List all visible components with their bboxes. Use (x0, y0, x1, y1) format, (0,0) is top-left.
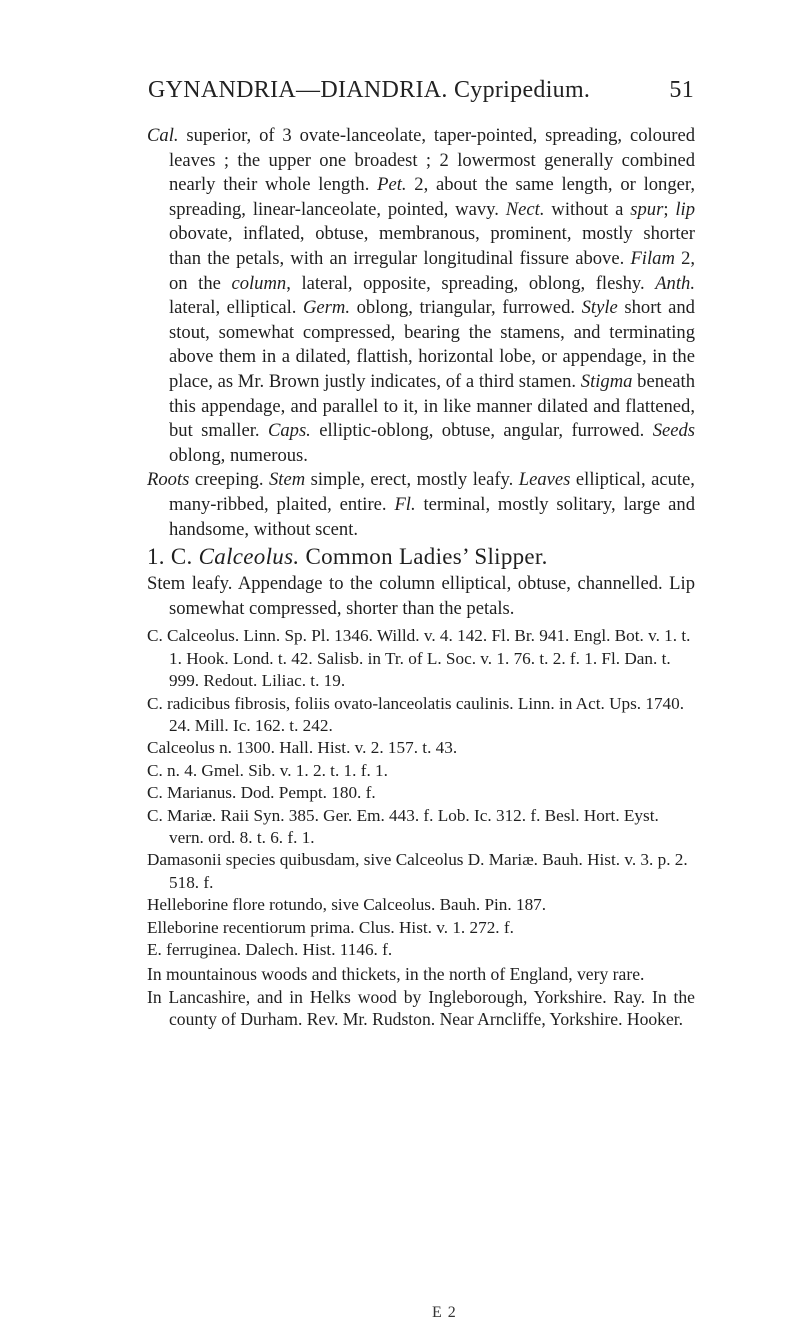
text-stigma: beneath this appendage, and parallel to it, in like manner dilated and flattened, but smaller. (169, 370, 695, 442)
term-roots: Roots (147, 469, 190, 491)
reference-entry: Calceolus n. 1300. Hall. Hist. v. 2. 157. t. 43. (147, 738, 458, 758)
genus-description (147, 124, 695, 468)
reference-entry: C. Calceolus. Linn. Sp. Pl. 1346. Willd. v. 4. 142. Fl. Br. 941. Engl. Bot. v. 1. t. 1. Hook. Lond. t. 42. Salisb. in Tr. of L. Soc. v. 1. 76. t. 2. f. 1. Fl. Dan. t. 999. Redout. Liliac. t. 19. (147, 626, 691, 691)
term-pet: Pet. (377, 174, 407, 196)
term-column: column (231, 272, 287, 294)
text-caps: elliptic-oblong, obtuse, angular, furrowed. (319, 420, 645, 442)
page-number: 51 (669, 77, 694, 103)
habitat-entry: In Lancashire, and in Helks wood by Ingleborough, Yorkshire. Ray. In the county of Durham. Rev. Mr. Rudston. Near Arncliffe, Yorkshire. Hooker. (147, 986, 695, 1030)
term-stigma: Stigma (580, 370, 633, 392)
reference-entry: C. Mariæ. Raii Syn. 385. Ger. Em. 443. f. Lob. Ic. 312. f. Besl. Hort. Eyst. vern. ord. 8. t. 6. f. 1. (147, 805, 659, 847)
species-diagnosis: Stem leafy. Appendage to the column elliptical, obtuse, channelled. Lip somewhat compressed, shorter than the petals. (147, 573, 695, 619)
running-title: GYNANDRIA—DIANDRIA. Cypripedium. (148, 77, 591, 103)
text-anth: lateral, elliptical. (169, 297, 297, 319)
text-nect-1: without a (551, 198, 624, 220)
term-leaves: Leaves (518, 469, 571, 491)
text-nect-3: obovate, inflated, obtuse, membranous, prominent, mostly shorter than the petals, with an irregular longitudinal fissure above. (169, 223, 695, 269)
reference-entry: Helleborine flore rotundo, sive Calceolus. Bauh. Pin. 187. (147, 895, 547, 915)
species-common-name: Common Ladies’ Slipper. (305, 544, 548, 570)
page-body (147, 124, 695, 1031)
reference-entry: C. radicibus fibrosis, foliis ovato-lanceolatis caulinis. Linn. in Act. Ups. 1740. 24. Mill. Ic. 162. t. 242. (147, 693, 685, 735)
running-header (148, 77, 694, 104)
text-leaves: elliptical, acute, many-ribbed, plaited, entire. (169, 469, 695, 515)
text-nect-2: ; (663, 198, 669, 220)
habitat-entry: In mountainous woods and thickets, in the north of England, very rare. (147, 964, 645, 985)
text-roots: creeping. (194, 469, 264, 491)
text-fl: terminal, mostly solitary, large and handsome, without scent. (169, 493, 695, 540)
term-style: Style (581, 297, 618, 319)
term-caps: Caps. (267, 420, 311, 442)
species-number: 1. C. (147, 544, 193, 570)
text-filam-1: 2, on the (169, 247, 696, 294)
reference-entry: E. ferruginea. Dalech. Hist. 1146. f. (147, 939, 393, 959)
habit-description (147, 468, 695, 542)
term-stem: Stem (268, 469, 306, 491)
text-seeds: oblong, numerous. (169, 444, 308, 466)
reference-entry: Elleborine recentiorum prima. Clus. Hist. v. 1. 272. f. (147, 917, 514, 937)
term-spur: spur (630, 198, 664, 220)
term-fl: Fl. (394, 493, 416, 515)
text-stem: simple, erect, mostly leafy. (310, 469, 514, 491)
term-germ: Germ. (302, 297, 350, 319)
term-nect: Nect. (505, 198, 545, 220)
text-pet: 2, about the same length, or longer, spreading, linear-lanceolate, pointed, wavy. (169, 174, 695, 220)
text-style: short and stout, somewhat compressed, bearing the stamens, and terminating above them in a dilated, flattish, horizontal lobe, or appendage, in the place, as Mr. Brown justly indicates, of a third stamen. (169, 297, 695, 392)
reference-entry: Damasonii species quibusdam, sive Calceolus D. Mariæ. Bauh. Hist. v. 3. p. 2. 518. f. (147, 850, 688, 892)
habitat-notes (147, 963, 695, 1030)
species-name: Calceolus. (198, 544, 300, 570)
term-filam: Filam (630, 247, 675, 269)
species-heading (147, 542, 695, 572)
term-lip: lip (675, 198, 696, 220)
text-cal: superior, of 3 ovate-lanceolate, taper-pointed, spreading, coloured leaves ; the upper one broadest ; 2 lowermost generally combined nearly their whole length. (169, 125, 695, 196)
references-list (147, 625, 695, 961)
reference-entry: C. n. 4. Gmel. Sib. v. 1. 2. t. 1. f. 1. (147, 760, 388, 780)
signature-mark: E 2 (432, 1304, 457, 1321)
term-cal: Cal. (147, 125, 179, 146)
text-filam-2: , lateral, opposite, spreading, oblong, fleshy. (286, 272, 645, 294)
term-seeds: Seeds (652, 420, 696, 442)
term-anth: Anth. (655, 272, 695, 294)
text-germ: oblong, triangular, furrowed. (356, 297, 576, 319)
reference-entry: C. Marianus. Dod. Pempt. 180. f. (147, 783, 376, 803)
